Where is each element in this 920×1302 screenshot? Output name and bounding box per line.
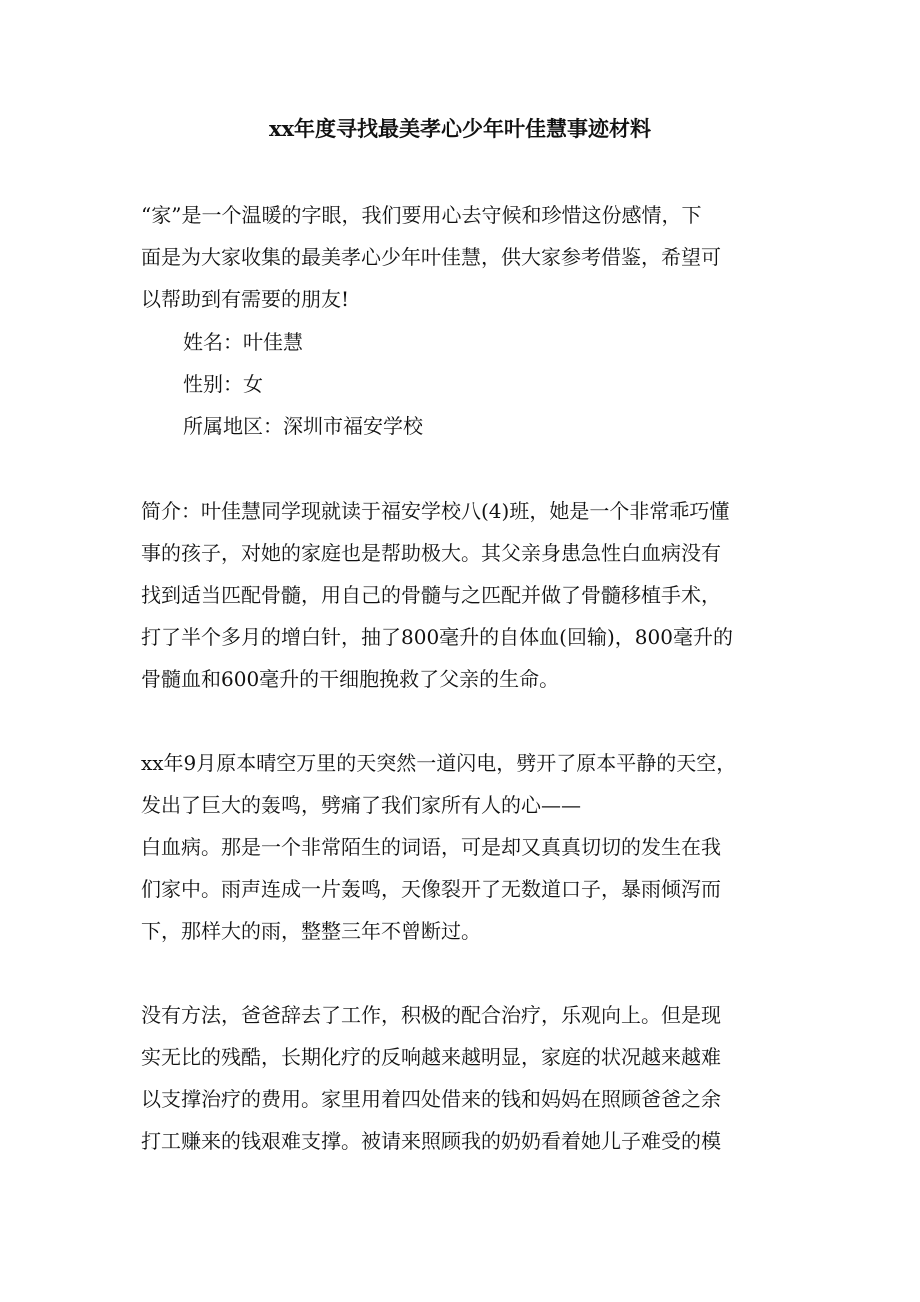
text-line: 实无比的残酷，长期化疗的反响越来越明显，家庭的状况越来越难: [141, 1045, 721, 1069]
text-line: 简介：叶佳慧同学现就读于福安学校八(4)班，她是一个非常乖巧懂: [141, 499, 730, 523]
text-line: 事的孩子，对她的家庭也是帮助极大。其父亲身患急性白血病没有: [141, 541, 721, 565]
gender-field: 性别：女: [183, 372, 263, 396]
text-line: 没有方法，爸爸辞去了工作，积极的配合治疗，乐观向上。但是现: [141, 1003, 721, 1027]
region-field: 所属地区：深圳市福安学校: [183, 414, 423, 438]
name-field: 姓名：叶佳慧: [183, 330, 303, 354]
text-line: 骨髓血和600毫升的干细胞挽救了父亲的生命。: [141, 667, 560, 691]
text-line: 打了半个多月的增白针，抽了800毫升的自体血(回输)，800毫升的: [141, 625, 733, 649]
text-line: 以支撑治疗的费用。家里用着四处借来的钱和妈妈在照顾爸爸之余: [141, 1087, 721, 1111]
document-title: xx年度寻找最美孝心少年叶佳慧事迹材料: [268, 116, 652, 141]
text-line: 下，那样大的雨，整整三年不曾断过。: [141, 919, 481, 943]
text-line: xx年9月原本晴空万里的天突然一道闪电，劈开了原本平静的天空，: [141, 751, 737, 775]
text-line: 们家中。雨声连成一片轰鸣，天像裂开了无数道口子，暴雨倾泻而: [141, 877, 721, 901]
text-line: 白血病。那是一个非常陌生的词语，可是却又真真切切的发生在我: [141, 835, 721, 859]
text-line: 面是为大家收集的最美孝心少年叶佳慧，供大家参考借鉴，希望可: [141, 245, 721, 269]
text-line: 找到适当匹配骨髓，用自己的骨髓与之匹配并做了骨髓移植手术，: [141, 583, 721, 607]
text-line: “家”是一个温暖的字眼，我们要用心去守候和珍惜这份感情，下: [141, 203, 702, 227]
text-line: 发出了巨大的轰鸣，劈痛了我们家所有人的心——: [141, 793, 581, 817]
text-line: 打工赚来的钱艰难支撑。被请来照顾我的奶奶看着她儿子难受的模: [141, 1129, 721, 1153]
text-line: 以帮助到有需要的朋友!: [141, 287, 350, 311]
